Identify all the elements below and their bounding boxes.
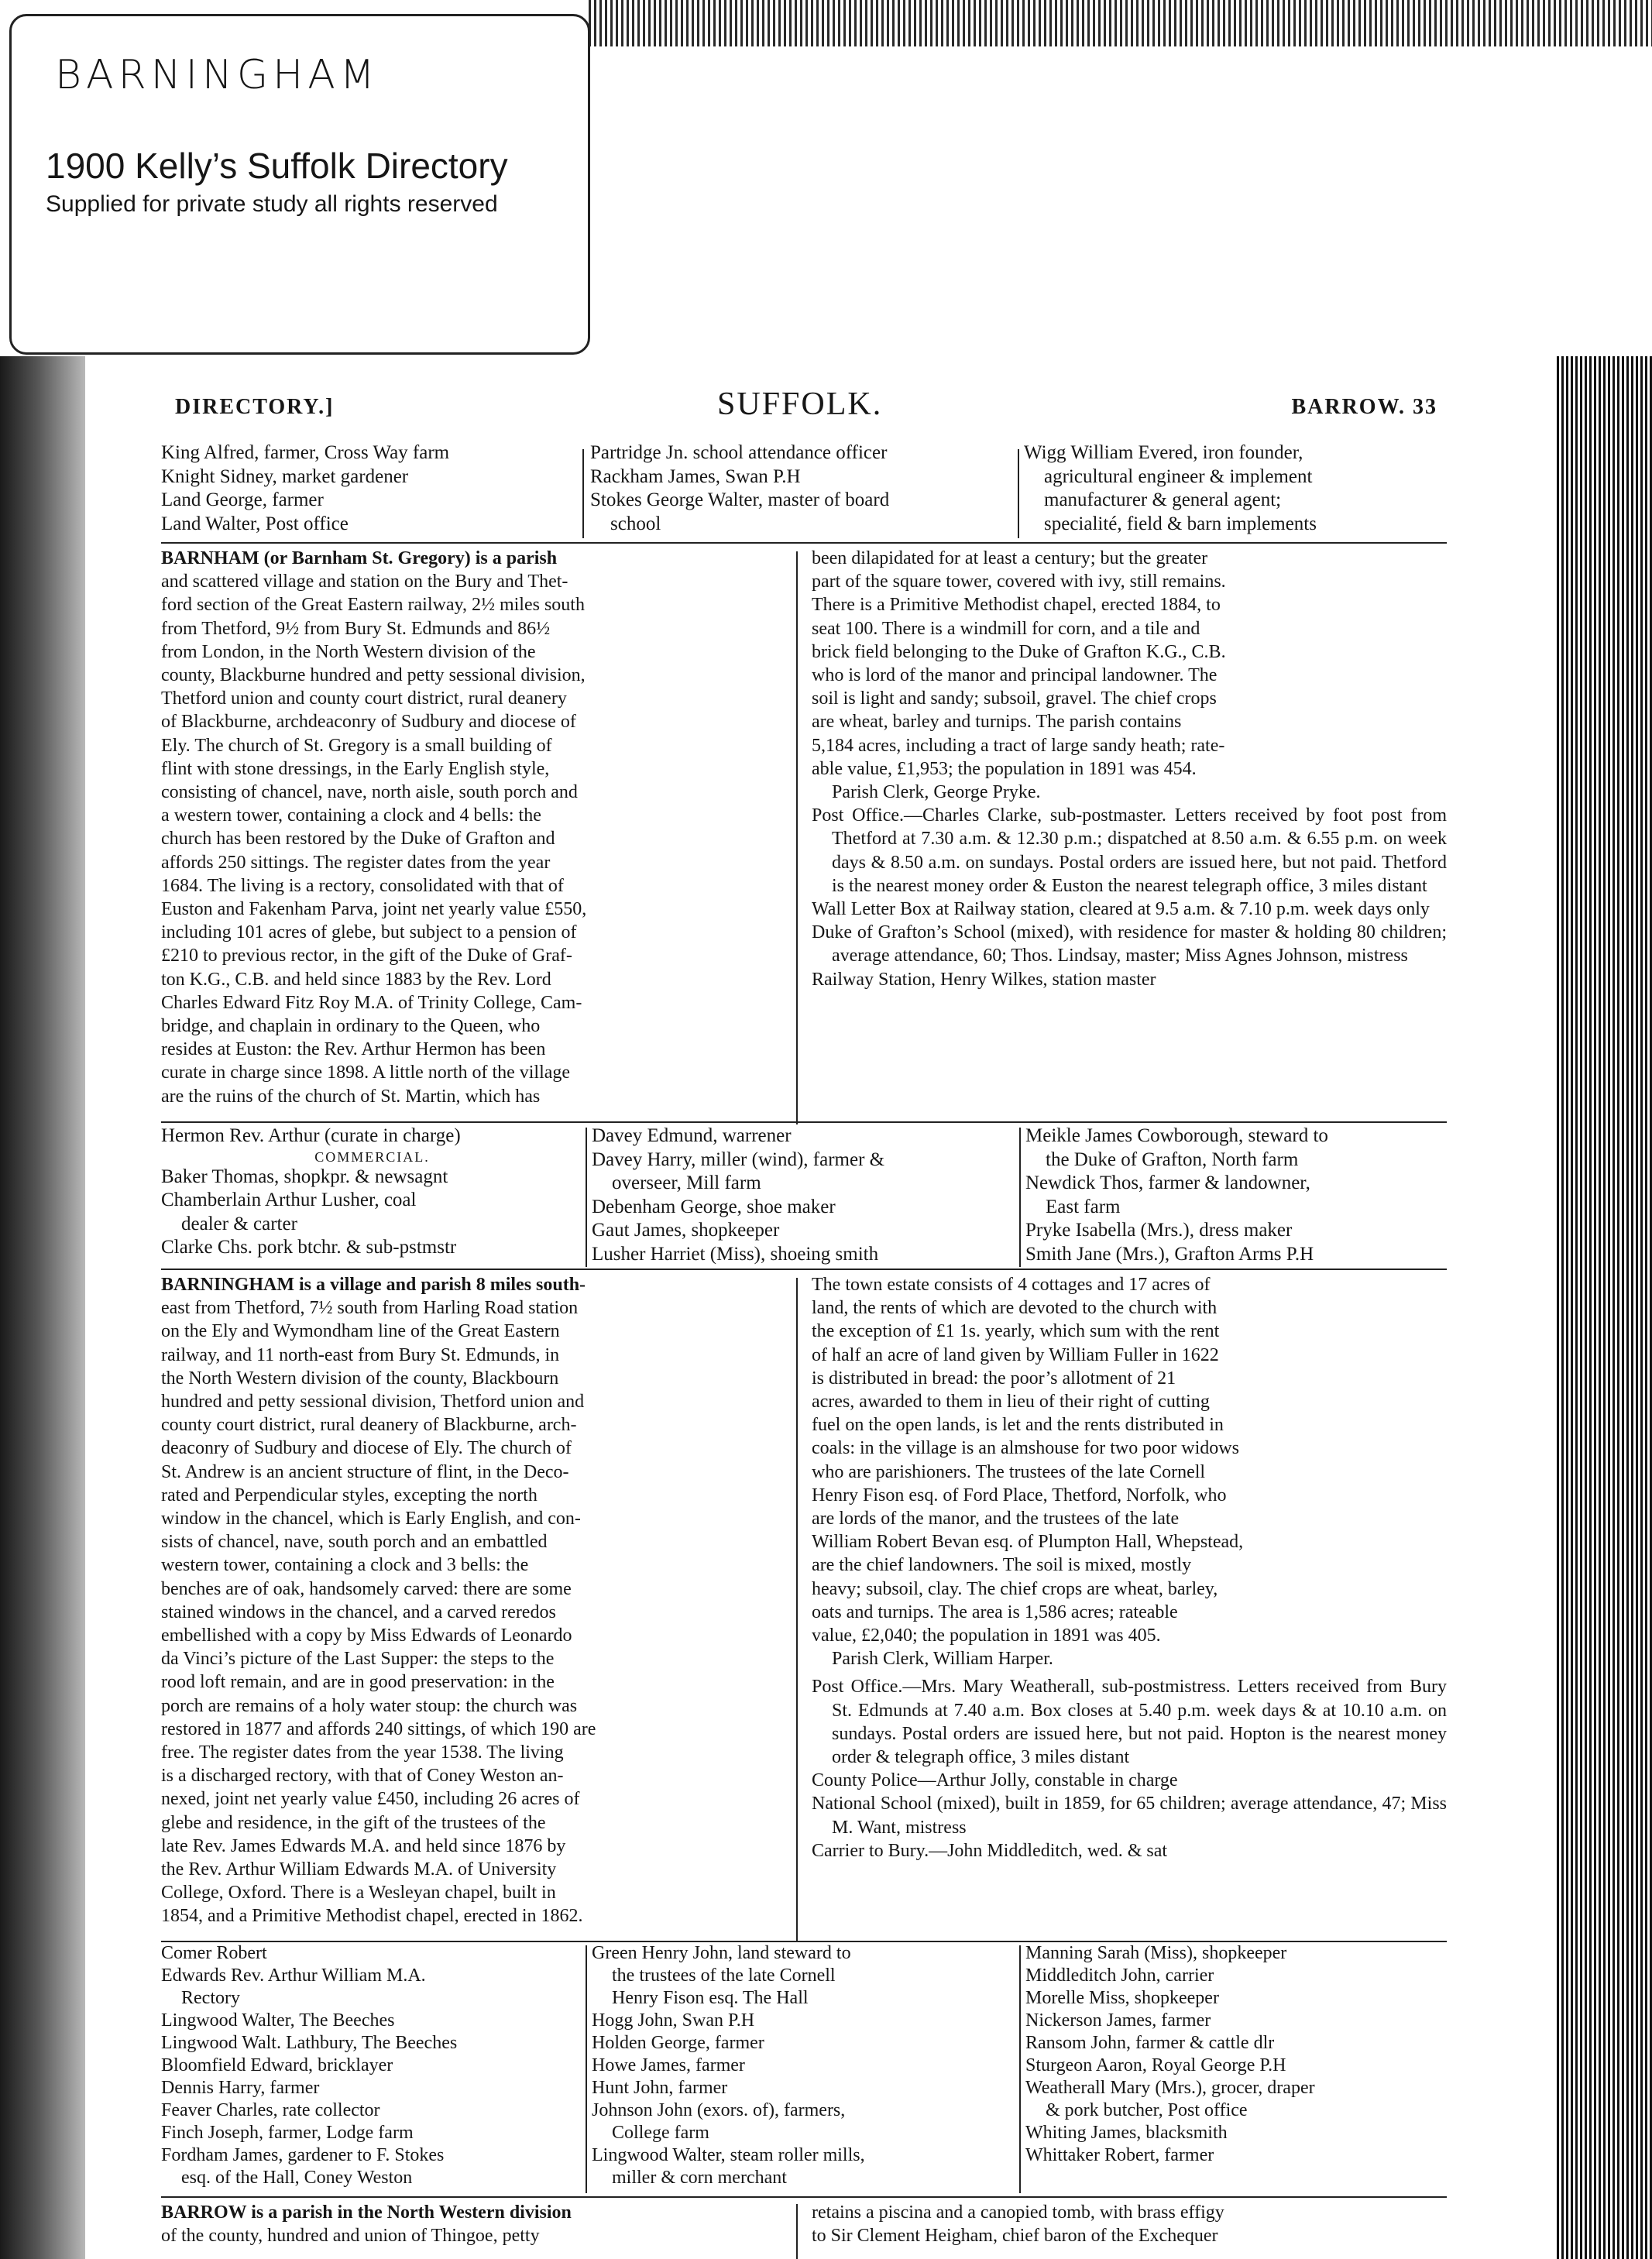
list-item: & pork butcher, Post office: [1046, 2100, 1248, 2120]
text-line: acres, awarded to them in lieu of their right of cutting: [812, 1392, 1210, 1413]
list-item: Gaut James, shopkeeper: [592, 1220, 780, 1241]
text-line: embellished with a copy by Miss Edwards of Leonardo: [161, 1626, 572, 1646]
text-line: window in the chancel, which is Early English, and con-: [161, 1509, 581, 1529]
list-item: Chamberlain Arthur Lusher, coal: [161, 1190, 417, 1210]
list-item: Davey Edmund, warrener: [592, 1125, 792, 1146]
list-item: College farm: [612, 2123, 709, 2143]
directory-entry: Duke of Grafton’s School (mixed), with residence for master & holding 80 children; average attendance, 60; Thos. Lindsay, master; Miss Agnes Johnson, mistress: [812, 922, 1447, 966]
list-item: Smith Jane (Mrs.), Grafton Arms P.H: [1025, 1243, 1314, 1265]
text-line: part of the square tower, covered with ivy, still remains.: [812, 572, 1226, 592]
text-line: da Vinci’s picture of the Last Supper: the steps to the: [161, 1649, 555, 1670]
list-item: Fordham James, gardener to F. Stokes: [161, 2145, 445, 2165]
text-line: western tower, containing a clock and 3 bells: the: [161, 1555, 529, 1576]
list-item: Land Walter, Post office: [161, 513, 349, 534]
column-rule: [1019, 1945, 1021, 2193]
text-line: hundred and petty sessional division, Thetford union and: [161, 1392, 585, 1413]
text-line: is a discharged rectory, with that of Coney Weston an-: [161, 1766, 564, 1787]
text-line: of half an acre of land given by William Fuller in 1622: [812, 1344, 1219, 1365]
text-line: flint with stone dressings, in the Early English style,: [161, 758, 550, 779]
list-item: Hogg John, Swan P.H: [592, 2010, 755, 2031]
list-item: Lusher Harriet (Miss), shoeing smith: [592, 1243, 879, 1265]
text-line: glebe and residence, in the gift of the trustees of the: [161, 1812, 546, 1833]
text-line: 5,184 acres, including a tract of large sandy heath; rate-: [812, 735, 1225, 756]
text-line: William Robert Bevan esq. of Plumpton Hall, Whepstead,: [812, 1532, 1244, 1553]
header-county: SUFFOLK.: [717, 386, 883, 422]
text-line: seat 100. There is a windmill for corn, and a tile and: [812, 618, 1200, 639]
text-line: a western tower, containing a clock and 4 bells: the: [161, 805, 541, 826]
text-line: ton K.G., C.B. and held since 1883 by the Rev. Lord: [161, 969, 551, 990]
text-line: county, Blackburne hundred and petty sessional division,: [161, 665, 586, 686]
list-item: Rackham James, Swan P.H: [590, 465, 801, 487]
list-item: Johnson John (exors. of), farmers,: [592, 2100, 846, 2120]
barnham-description-left: [161, 547, 788, 1108]
list-item: Nickerson James, farmer: [1025, 2010, 1211, 2031]
text-line: been dilapidated for at least a century; but the greater: [812, 548, 1208, 568]
text-line: and scattered village and station on the Bury and Thet-: [161, 572, 568, 592]
text-line: ford section of the Great Eastern railway, 2½ miles south: [161, 595, 585, 616]
list-item: the Duke of Grafton, North farm: [1046, 1148, 1299, 1170]
list-item: Ransom John, farmer & cattle dlr: [1025, 2033, 1275, 2053]
barningham-description-right: [812, 1273, 1447, 1862]
directory-entry: Railway Station, Henry Wilkes, station master: [812, 969, 1156, 990]
list-item: manufacturer & general agent;: [1044, 489, 1282, 510]
text-line: of Blackburne, archdeaconry of Sudbury and diocese of: [161, 712, 576, 733]
section-rule: [161, 1121, 1447, 1123]
text-line: Ely. The church of St. Gregory is a small building of: [161, 735, 552, 756]
text-line: are the ruins of the church of St. Martin, which has: [161, 1086, 541, 1107]
top-list-col-2: [590, 441, 1012, 536]
text-line: consisting of chancel, nave, north aisle, south porch and: [161, 782, 578, 803]
text-line: rated and Perpendicular styles, excepting the north: [161, 1485, 538, 1505]
list-item: agricultural engineer & implement: [1044, 465, 1313, 487]
barningham-list-col-1: [161, 1942, 583, 2189]
text-line: including 101 acres of glebe, but subject to a pension of: [161, 922, 577, 943]
list-item: Whiting James, blacksmith: [1025, 2123, 1228, 2143]
source-subtitle: Supplied for private study all rights reserved: [46, 191, 498, 217]
directory-entry: National School (mixed), built in 1859, for 65 children; average attendance, 47; Miss M. Want, mistress: [812, 1794, 1447, 1838]
text-line: able value, £1,953; the population in 1891 was 454.: [812, 758, 1197, 779]
list-item: Dennis Harry, farmer: [161, 2078, 320, 2098]
header-left: DIRECTORY.]: [175, 395, 335, 419]
directory-entry: Carrier to Bury.—John Middleditch, wed. & sat: [812, 1840, 1168, 1861]
list-item: Stokes George Walter, master of board: [590, 489, 890, 510]
list-item: Whittaker Robert, farmer: [1025, 2145, 1214, 2165]
text-line: There is a Primitive Methodist chapel, erected 1884, to: [812, 595, 1221, 616]
list-item: Hunt John, farmer: [592, 2078, 728, 2098]
column-rule: [796, 1278, 798, 1941]
column-rule: [586, 1128, 587, 1267]
text-line: on the Ely and Wymondham line of the Great Eastern: [161, 1321, 560, 1342]
text-line: Charles Edward Fitz Roy M.A. of Trinity College, Cam-: [161, 992, 582, 1013]
list-item: Knight Sidney, market gardener: [161, 465, 409, 487]
text-line: from London, in the North Western division of the: [161, 641, 536, 662]
barnham-list-col-2: [592, 1124, 1016, 1266]
text-line: The town estate consists of 4 cottages and 17 acres of: [812, 1275, 1211, 1295]
text-line: oats and turnips. The area is 1,586 acres; rateable: [812, 1602, 1178, 1622]
text-line: College, Oxford. There is a Wesleyan chapel, built in: [161, 1883, 556, 1904]
list-item: Rectory: [181, 1988, 240, 2008]
text-line: brick field belonging to the Duke of Grafton K.G., C.B.: [812, 641, 1226, 662]
text-line: heavy; subsoil, clay. The chief crops are wheat, barley,: [812, 1578, 1218, 1599]
list-item: Middleditch John, carrier: [1025, 1965, 1214, 1986]
source-title: 1900 Kelly’s Suffolk Directory: [46, 146, 508, 186]
list-item: Henry Fison esq. The Hall: [612, 1988, 809, 2008]
text-line: land, the rents of which are devoted to the church with: [812, 1298, 1218, 1319]
text-line: are lords of the manor, and the trustees of the late: [812, 1509, 1180, 1529]
text-line: coals: in the village is an almshouse for two poor widows: [812, 1438, 1239, 1459]
list-item: Land George, farmer: [161, 489, 324, 510]
list-item: Feaver Charles, rate collector: [161, 2100, 380, 2120]
text-line: church has been restored by the Duke of Grafton and: [161, 829, 555, 850]
text-line: the exception of £1 1s. yearly, which sum with the rent: [812, 1321, 1220, 1342]
section-rule: [161, 542, 1447, 544]
text-line: Euston and Fakenham Parva, joint net yearly value £550,: [161, 899, 587, 920]
directory-entry: Wall Letter Box at Railway station, cleared at 9.5 a.m. & 7.10 p.m. week days only: [812, 899, 1430, 920]
text-line: restored in 1877 and affords 240 sittings, of which 190 are: [161, 1718, 596, 1739]
text-line: county court district, rural deanery of Blackburne, arch-: [161, 1415, 577, 1436]
top-list-col-1: [161, 441, 579, 536]
column-rule: [1019, 1128, 1021, 1267]
text-line: Thetford union and county court district, rural deanery: [161, 688, 567, 709]
directory-entry: Post Office.—Charles Clarke, sub-postmaster. Letters received by foot post from Thetford at 7.30 a.m. & 12.30 p.m.; dispatched at 8.50 a.m. & 6.55 p.m. on week days & 8.50 a.m. on sundays. Postal orders are issued here, but not paid. Thetford is the nearest money order & Euston the nearest telegraph office, 3 miles distant: [812, 805, 1447, 896]
list-item: overseer, Mill farm: [612, 1172, 761, 1193]
text-line: retains a piscina and a canopied tomb, with brass effigy: [812, 2202, 1224, 2223]
list-item: Hermon Rev. Arthur (curate in charge): [161, 1125, 461, 1146]
barnham-description-right: [812, 547, 1447, 991]
text-line: £210 to previous rector, in the gift of the Duke of Graf-: [161, 946, 572, 966]
barningham-list-col-3: [1025, 1942, 1448, 2167]
list-item: Davey Harry, miller (wind), farmer &: [592, 1148, 885, 1170]
directory-entry: Post Office.—Mrs. Mary Weatherall, sub-postmistress. Letters received from Bury St. Edmunds at 7.40 a.m. Box closes at 5.40 p.m. week days & at 10.10 a.m. on sundays. Postal orders are issued here, but not paid. Hopton is the nearest money order & telegraph office, 3 miles distant: [812, 1677, 1447, 1768]
list-item: Morelle Miss, shopkeeper: [1025, 1988, 1219, 2008]
text-line: 1854, and a Primitive Methodist chapel, erected in 1862.: [161, 1906, 583, 1927]
barningham-description-left: [161, 1273, 788, 1928]
text-line: who are parishioners. The trustees of the late Cornell: [812, 1461, 1206, 1482]
list-item: Sturgeon Aaron, Royal George P.H: [1025, 2055, 1286, 2075]
list-item: East farm: [1046, 1196, 1121, 1217]
text-line: BARNINGHAM is a village and parish 8 miles south-: [161, 1275, 586, 1295]
text-line: railway, and 11 north-east from Bury St. Edmunds, in: [161, 1344, 560, 1365]
list-item: Debenham George, shoe maker: [592, 1196, 836, 1217]
list-item: Meikle James Cowborough, steward to: [1025, 1125, 1328, 1146]
text-line: Henry Fison esq. of Ford Place, Thetford, Norfolk, who: [812, 1485, 1227, 1505]
text-line: resides at Euston: the Rev. Arthur Hermon has been: [161, 1039, 546, 1060]
barningham-list-col-2: [592, 1942, 1016, 2189]
page-stack-edge: [1557, 356, 1652, 2259]
scan-edge-top: [589, 0, 1652, 46]
list-item: esq. of the Hall, Coney Weston: [181, 2168, 413, 2188]
list-item: Partridge Jn. school attendance officer: [590, 442, 888, 463]
list-item: Lingwood Walter, The Beeches: [161, 2010, 395, 2031]
list-item: dealer & carter: [181, 1213, 297, 1234]
text-line: of the county, hundred and union of Thingoe, petty: [161, 2226, 540, 2246]
text-line: Parish Clerk, George Pryke.: [832, 782, 1041, 803]
text-line: deaconry of Sudbury and diocese of Ely. The church of: [161, 1438, 572, 1459]
directory-entry: County Police—Arthur Jolly, constable in charge: [812, 1770, 1178, 1791]
list-item: Newdick Thos, farmer & landowner,: [1025, 1172, 1310, 1193]
list-item: Bloomfield Edward, bricklayer: [161, 2055, 393, 2075]
barnham-list-col-3: [1025, 1124, 1448, 1266]
list-item: Edwards Rev. Arthur William M.A.: [161, 1965, 426, 1986]
top-list-col-3: [1024, 441, 1446, 536]
list-item: Wigg William Evered, iron founder,: [1024, 442, 1303, 463]
text-line: fuel on the open lands, is let and the rents distributed in: [812, 1415, 1224, 1436]
column-rule: [1018, 449, 1019, 538]
text-line: from Thetford, 9½ from Bury St. Edmunds and 86½: [161, 618, 551, 639]
list-item: specialité, field & barn implements: [1044, 513, 1317, 534]
text-line: rood loft remain, and are in good preservation: in the: [161, 1672, 555, 1693]
list-item: Clarke Chs. pork btchr. & sub-pstmstr: [161, 1237, 457, 1258]
column-rule: [586, 1945, 587, 2193]
text-line: free. The register dates from the year 1538. The living: [161, 1742, 564, 1763]
text-line: Parish Clerk, William Harper.: [832, 1649, 1053, 1670]
list-item: Weatherall Mary (Mrs.), grocer, draper: [1025, 2078, 1315, 2098]
list-item: the trustees of the late Cornell: [612, 1965, 836, 1986]
text-line: east from Thetford, 7½ south from Harling Road station: [161, 1298, 579, 1319]
text-line: sists of chancel, nave, south porch and an embattled: [161, 1532, 548, 1553]
column-rule: [796, 2204, 798, 2259]
list-item: Holden George, farmer: [592, 2033, 764, 2053]
text-line: to Sir Clement Heigham, chief baron of the Exchequer: [812, 2226, 1218, 2246]
section-rule: [161, 2196, 1447, 2198]
list-item: King Alfred, farmer, Cross Way farm: [161, 442, 450, 463]
text-line: is distributed in bread: the poor’s allotment of 21: [812, 1368, 1176, 1389]
text-line: BARNHAM (or Barnham St. Gregory) is a parish: [161, 548, 558, 568]
text-line: the Rev. Arthur William Edwards M.A. of University: [161, 1859, 557, 1880]
text-line: late Rev. James Edwards M.A. and held since 1876 by: [161, 1835, 566, 1856]
list-item: Finch Joseph, farmer, Lodge farm: [161, 2123, 414, 2143]
text-line: are the chief landowners. The soil is mixed, mostly: [812, 1555, 1192, 1576]
text-line: benches are of oak, handsomely carved: there are some: [161, 1578, 572, 1599]
list-item: Baker Thomas, shopkpr. & newsagnt: [161, 1166, 448, 1187]
text-line: affords 250 sittings. The register dates from the year: [161, 852, 551, 873]
text-line: 1684. The living is a rectory, consolidated with that of: [161, 875, 564, 896]
commercial-heading: COMMERCIAL.: [314, 1148, 430, 1165]
text-line: who is lord of the manor and principal landowner. The: [812, 665, 1218, 686]
list-item: Lingwood Walt. Lathbury, The Beeches: [161, 2033, 458, 2053]
text-line: are wheat, barley and turnips. The parish contains: [812, 712, 1182, 733]
list-item: Pryke Isabella (Mrs.), dress maker: [1025, 1220, 1293, 1241]
handwritten-parish-name: BARNINGHAM: [55, 52, 380, 98]
list-item: Comer Robert: [161, 1943, 267, 1963]
text-line: bridge, and chaplain in ordinary to the Queen, who: [161, 1016, 541, 1037]
running-header: [175, 386, 1437, 432]
header-page: BARROW. 33: [1291, 395, 1437, 419]
source-label-card: [9, 14, 590, 355]
text-line: St. Andrew is an ancient structure of flint, in the Deco-: [161, 1461, 569, 1482]
column-rule: [582, 449, 584, 538]
text-line: porch are remains of a holy water stoup: the church was: [161, 1695, 578, 1716]
barnham-list-col-1: [161, 1124, 583, 1260]
list-item: miller & corn merchant: [612, 2168, 787, 2188]
list-item: Manning Sarah (Miss), shopkeeper: [1025, 1943, 1287, 1963]
column-rule: [796, 551, 798, 1124]
text-line: nexed, joint net yearly value £450, including 26 acres of: [161, 1789, 580, 1810]
barrow-description-right: [812, 2201, 1447, 2247]
text-line: soil is light and sandy; subsoil, gravel. The chief crops: [812, 688, 1217, 709]
list-item: Green Henry John, land steward to: [592, 1943, 851, 1963]
list-item: school: [610, 513, 661, 534]
list-item: Howe James, farmer: [592, 2055, 745, 2075]
list-item: Lingwood Walter, steam roller mills,: [592, 2145, 865, 2165]
barrow-description-left: [161, 2201, 788, 2247]
text-line: the North Western division of the county, Blackbourn: [161, 1368, 559, 1389]
text-line: curate in charge since 1898. A little north of the village: [161, 1063, 571, 1083]
section-rule: [161, 1269, 1447, 1270]
text-line: value, £2,040; the population in 1891 was 405.: [812, 1626, 1161, 1646]
text-line: stained windows in the chancel, and a carved reredos: [161, 1602, 556, 1622]
text-line: BARROW is a parish in the North Western division: [161, 2202, 572, 2223]
